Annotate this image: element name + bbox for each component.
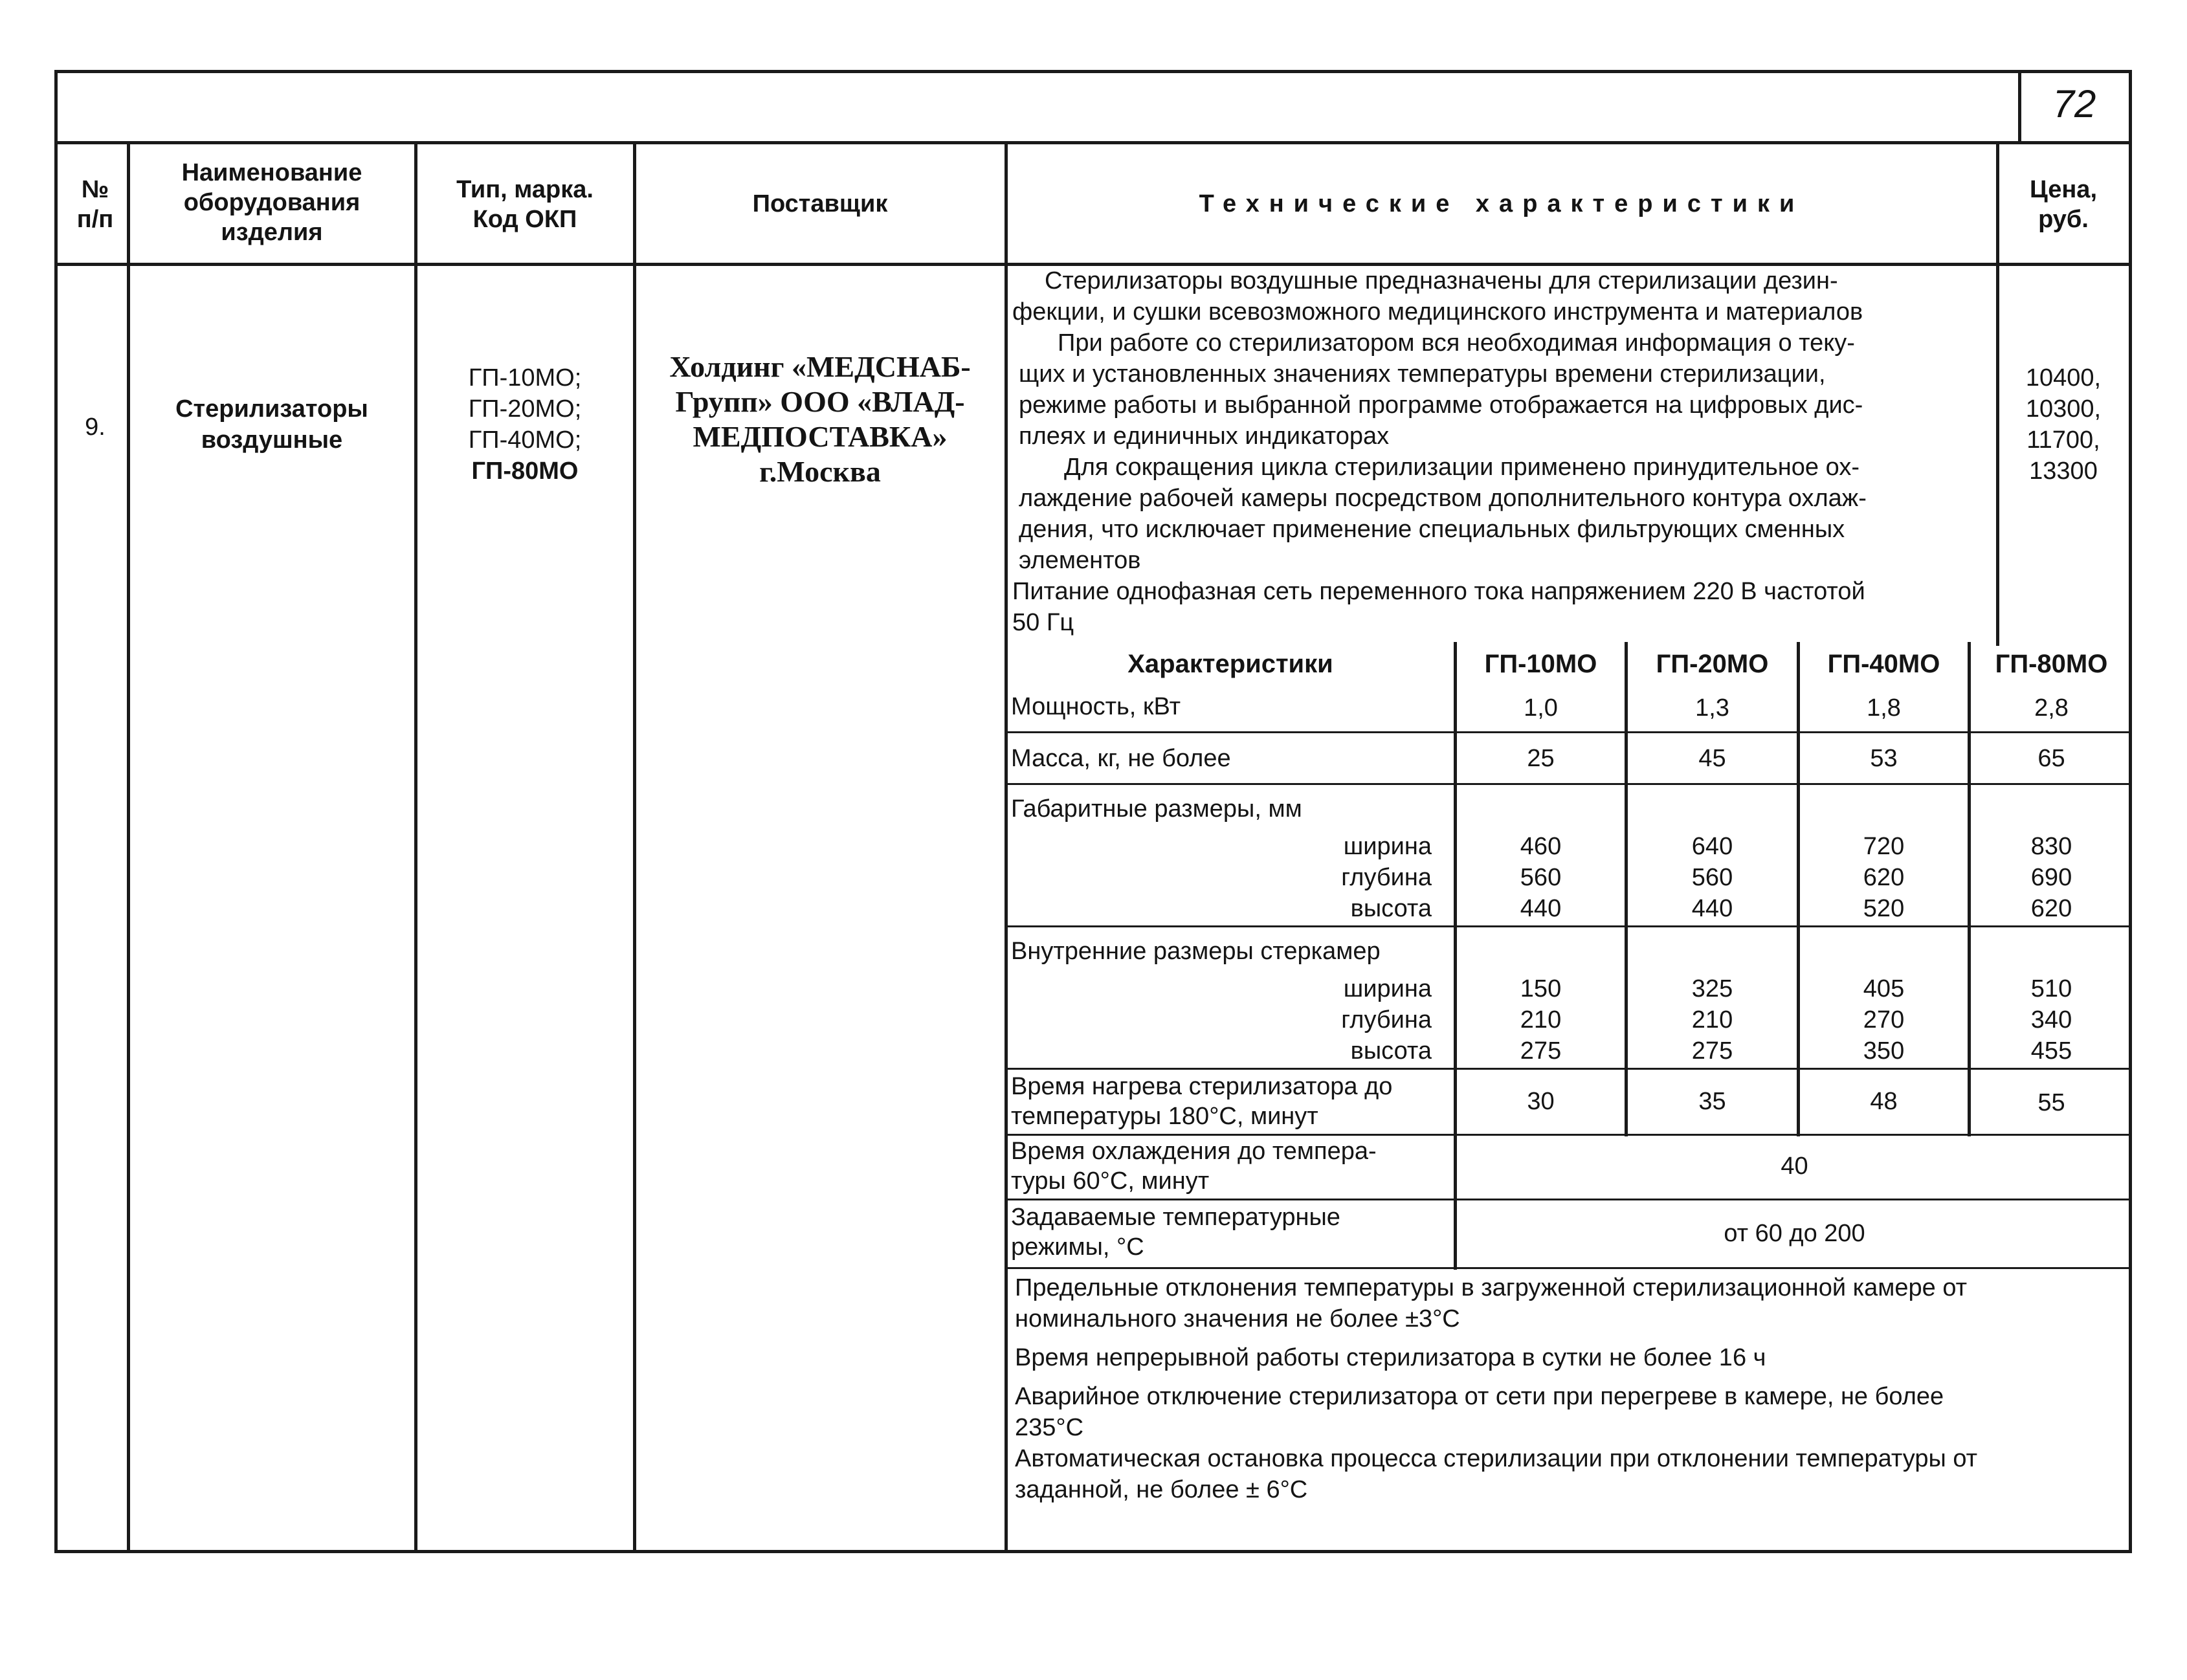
header-top-rule [54, 141, 2132, 144]
inner-gp80: 510 340 455 [2030, 975, 2072, 1065]
row-number: 9. [85, 414, 105, 441]
power-gp40: 1,8 [1867, 694, 1901, 722]
spec-rule-dims [1005, 925, 2132, 927]
dims-gp80: 830 690 620 [2030, 833, 2072, 922]
spec-rule-power [1005, 731, 2132, 733]
power-gp80: 2,8 [2034, 694, 2069, 722]
power-label: Мощность, кВт [1011, 693, 1181, 720]
page-number-divider [2018, 70, 2021, 142]
inner-label: Внутренние размеры стеркамер [1011, 938, 1381, 965]
dims-label: Габаритные размеры, мм [1011, 795, 1302, 823]
mass-gp40: 53 [1870, 745, 1898, 772]
col-divider-1 [127, 141, 130, 1552]
spec-rule-mass [1005, 783, 2132, 785]
spec-rule-inner [1005, 1068, 2132, 1070]
dims-gp10: 460 560 440 [1520, 833, 1562, 922]
notes: Предельные отклонения температуры в загруженной стерилизационной камере от номинального значения не более ±3°С Время непрерывной работы стерилизатора в сутки не более 16 ч Аварийное отключение стерилизатора от сети при перегреве в камере, не более 235°С Автоматическая остановка процесса стерилизации при отклонении температуры от заданной, не более ± 6°С [1015, 1274, 1978, 1503]
dims-gp20: 640 560 440 [1691, 833, 1733, 922]
mass-label: Масса, кг, не более [1011, 745, 1231, 772]
spec-rule-cool [1005, 1199, 2132, 1200]
inner-gp20: 325 210 275 [1691, 975, 1733, 1065]
row-prices: 10400, 10300, 11700, 13300 [2025, 364, 2102, 485]
spec-header-gp10: ГП-10МО [1484, 650, 1597, 678]
header-tech: Технические характеристики [1199, 190, 1804, 217]
heat-gp40: 48 [1870, 1088, 1898, 1115]
inner-sublabels: ширина глубина высота [1341, 975, 1432, 1065]
header-type: Тип, марка. Код ОКП [456, 176, 594, 233]
power-gp10: 1,0 [1524, 694, 1558, 722]
col-divider-4 [1005, 141, 1008, 1552]
spec-header-gp40: ГП-40МО [1827, 650, 1940, 678]
description: Стерилизаторы воздушные предназначены для стерилизации дезин- фекции, и сушки всевозможного медицинского инструмента и материалов При работе со стерилизатором вся необходимая информация о теку- щих и установленных значениях температуры времени стерилизации, режиме работы и выбранной программе отображается на цифровых дис- плеях и единичных индикаторах Для сокращения цикла стерилизации применено принудительное ох- лаждение рабочей камеры посредством дополнительного контура охлаж- дения, что исключает применение специальных фильтрующих сменных элементов Питание однофазная сеть переменного тока напряжением 220 В частотой 50 Гц [1012, 267, 1867, 636]
cool-value: 40 [1781, 1153, 1808, 1180]
spec-header-gp80: ГП-80МО [1995, 650, 2108, 678]
spec-rule-heat [1005, 1134, 2132, 1136]
mass-gp20: 45 [1698, 745, 1726, 772]
mass-gp80: 65 [2037, 745, 2065, 772]
row-name: Стерилизаторы воздушные [175, 395, 368, 454]
row-types: ГП-10МО; ГП-20МО; ГП-40МО; ГП-80МО [468, 364, 582, 485]
header-supplier: Поставщик [752, 190, 888, 217]
spec-header-gp20: ГП-20МО [1656, 650, 1769, 678]
inner-gp40: 405 270 350 [1863, 975, 1905, 1065]
page-number: 72 [2052, 82, 2096, 126]
header-price: Цена, руб. [2030, 176, 2097, 233]
heat-gp20: 35 [1698, 1088, 1726, 1115]
heat-gp80: 55 [2037, 1089, 2065, 1116]
dims-sublabels: ширина глубина высота [1341, 833, 1432, 922]
modes-value: от 60 до 200 [1724, 1220, 1865, 1247]
power-gp20: 1,3 [1695, 694, 1729, 722]
inner-gp10: 150 210 275 [1520, 975, 1562, 1065]
row-supplier: Холдинг «МЕДСНАБ- Групп» ООО «ВЛАД- МЕДПОСТАВКА» г.Москва [669, 350, 971, 488]
modes-label: Задаваемые температурные режимы, °С [1011, 1204, 1340, 1261]
col-divider-2 [414, 141, 417, 1552]
spec-header-label: Характеристики [1127, 650, 1333, 678]
spec-rule-modes [1005, 1267, 2132, 1269]
heat-gp10: 30 [1527, 1088, 1555, 1115]
dims-gp40: 720 620 520 [1863, 833, 1905, 922]
heat-label: Время нагрева стерилизатора до температуры 180°С, минут [1011, 1073, 1393, 1130]
mass-gp10: 25 [1527, 745, 1555, 772]
header-name: Наименование оборудования изделия [181, 159, 362, 246]
cool-label: Время охлаждения до темпера- туры 60°С, минут [1011, 1138, 1377, 1195]
header-num: № п/п [76, 176, 114, 233]
